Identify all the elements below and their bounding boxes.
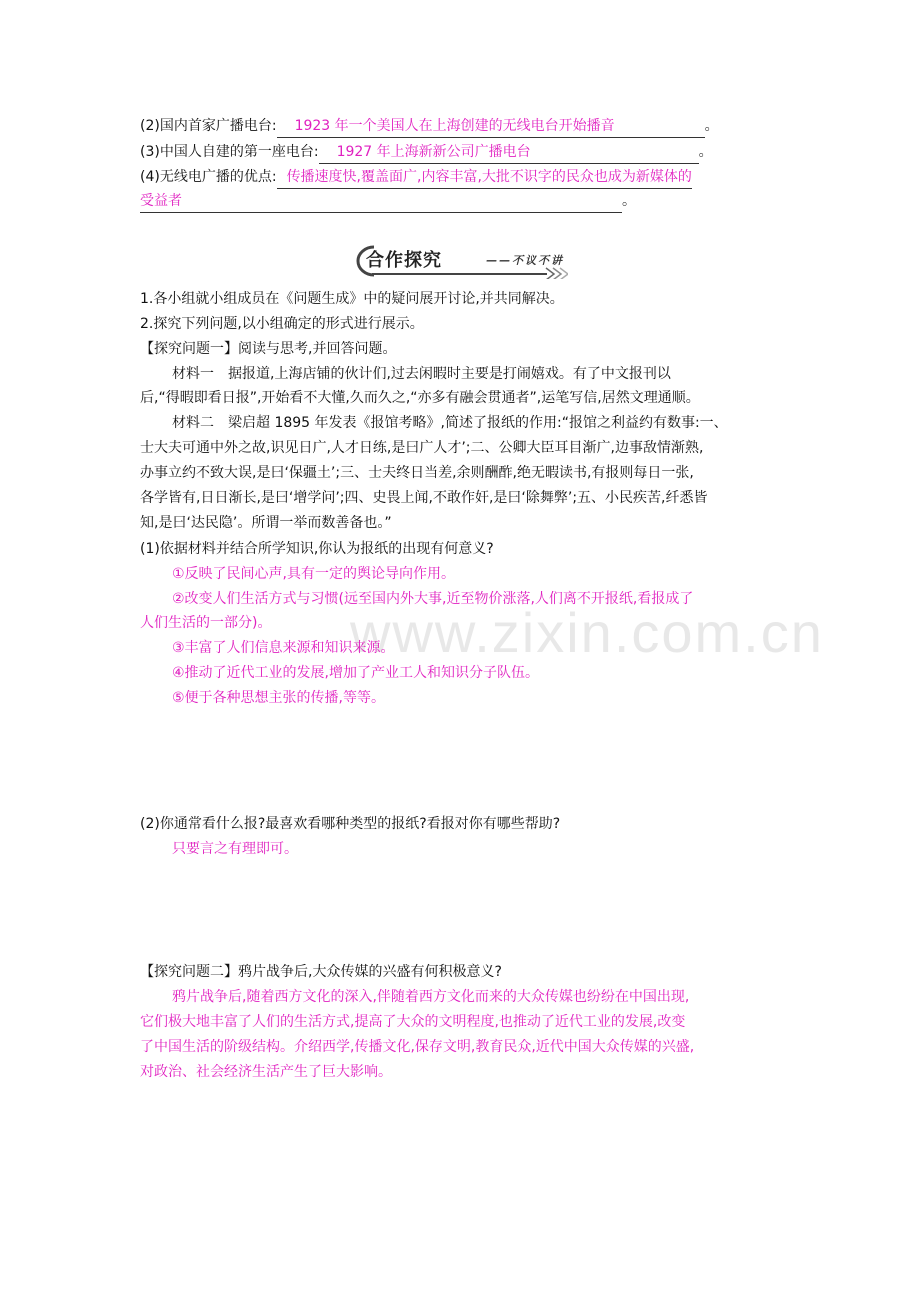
material2-line: 办事立约不致大误,是曰‘保疆土’;三、士夫终日当差,余则酬酢,绝无暇读书,有报则每日一张,: [140, 465, 694, 481]
fill-in-4: [140, 165, 692, 189]
answer-line: 鸦片战争后,随着西方文化的深入,伴随着西方文化而来的大众传媒也纷纷在中国出现,: [172, 989, 690, 1005]
material2-line: 知,是曰‘达民隐’。所谓一举而数善备也。”: [140, 515, 392, 531]
fill-in-answer: 1927 年上海新新公司广播电台: [319, 141, 699, 164]
q1-heading: 【探究问题一】阅读与思考,并回答问题。: [140, 341, 397, 357]
banner-title: 合作探究: [366, 250, 442, 271]
answer-line: ②改变人们生活方式与习惯(远至国内外大事,近至物价涨落,人们离不开报纸,看报成了: [172, 591, 694, 607]
material1-line: 后,“得暇即看日报”,开始看不大懂,久而久之,“亦多有融会贯通者”,运笔写信,居然文理通顺。: [140, 390, 700, 406]
answer-line: 了中国生活的阶级结构。介绍西学,传播文化,保存文明,教育民众,近代中国大众传媒的兴盛,: [140, 1039, 695, 1055]
material2-line: 各学皆有,日日渐长,是曰‘增学问’;四、史畏上闻,不敢作奸,是曰‘除舞弊’;五、小民疾苦,纤悉皆: [140, 490, 708, 506]
fill-in-end: 。: [704, 118, 719, 134]
q1-sub1: (1)依据材料并结合所学知识,你认为报纸的出现有何意义?: [140, 541, 494, 557]
fill-in-answer: 1923 年一个美国人在上海创建的无线电台开始播音: [277, 115, 705, 138]
material2-line: 士大夫可通中外之故,识见日广,人才日练,是曰广人才’;二、公卿大臣耳目渐广,边事敌情渐熟,: [140, 440, 704, 456]
answer-line: 对政治、社会经济生活产生了巨大影响。: [140, 1064, 392, 1080]
fill-in-end: 。: [698, 144, 713, 160]
fill-in-answer: 传播速度快,覆盖面广,内容丰富,大批不识字的民众也成为新媒体的: [277, 166, 692, 189]
answer-line: 只要言之有理即可。: [172, 841, 298, 857]
fill-in-answer: 受益者: [140, 190, 622, 213]
answer-line: 人们生活的一部分)。: [140, 615, 272, 631]
fill-in-end: 。: [622, 193, 636, 209]
material1-line: 材料一 据报道,上海店铺的伙计们,过去闲暇时主要是打闹嬉戏。有了中文报刊以: [172, 366, 671, 382]
q1-sub2: (2)你通常看什么报?最喜欢看哪种类型的报纸?看报对你有哪些帮助?: [140, 816, 561, 832]
fill-in-prompt: (4)无线电广播的优点:: [140, 169, 277, 185]
answer-line: 它们极大地丰富了人们的生活方式,提高了大众的文明程度,也推动了近代工业的发展,改变: [140, 1014, 686, 1030]
answer-line: ⑤便于各种思想主张的传播,等等。: [172, 690, 386, 706]
q2-heading: 【探究问题二】鸦片战争后,大众传媒的兴盛有何积极意义?: [140, 964, 502, 980]
intro-1: 1.各小组就小组成员在《问题生成》中的疑问展开讨论,并共同解决。: [140, 291, 564, 307]
answer-line: ③丰富了人们信息来源和知识来源。: [172, 640, 395, 656]
watermark: www.zixin.com.cn: [350, 601, 824, 664]
fill-in-4-cont: [140, 189, 636, 213]
answer-line: ④推动了近代工业的发展,增加了产业工人和知识分子队伍。: [172, 665, 539, 681]
intro-2: 2.探究下列问题,以小组确定的形式进行展示。: [140, 316, 424, 332]
fill-in-2: [140, 114, 719, 138]
fill-in-3: [140, 140, 713, 164]
fill-in-prompt: (3)中国人自建的第一座电台:: [140, 144, 319, 160]
answer-line: ①反映了民间心声,具有一定的舆论导向作用。: [172, 566, 455, 582]
material2-line: 材料二 梁启超 1895 年发表《报馆考略》,简述了报纸的作用:“报馆之利益约有数事:一、: [172, 415, 728, 431]
section-banner: [352, 243, 568, 279]
fill-in-prompt: (2)国内首家广播电台:: [140, 118, 277, 134]
banner-subtitle: ——不议不讲: [486, 254, 564, 267]
